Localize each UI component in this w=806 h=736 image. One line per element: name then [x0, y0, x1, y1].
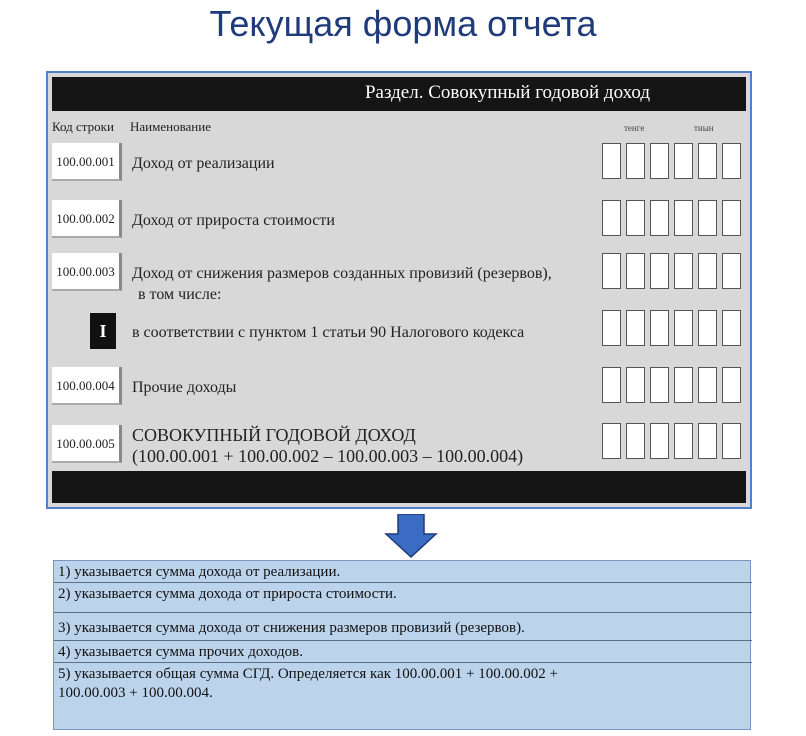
row-amount-cells[interactable] [602, 310, 741, 346]
page-title: Текущая форма отчета [209, 3, 597, 44]
row-label-line: в том числе: [138, 286, 222, 303]
row-label-line: (100.00.001 + 100.00.002 – 100.00.003 – 100.00.004) [132, 446, 524, 466]
note-text: 2) указывается сумма дохода от прироста стоимости. [58, 586, 397, 602]
column-header-rub: тенге [624, 123, 645, 133]
down-arrow-icon [384, 514, 438, 558]
row-label-line: СОВОКУПНЫЙ ГОДОВОЙ ДОХОД [132, 425, 416, 445]
section-title: Раздел. Совокупный годовой доход [364, 82, 650, 103]
note-row [54, 561, 752, 583]
row-code-100-00-003: 100.00.003 [52, 253, 122, 291]
row-label-line: Доход от снижения размеров созданных провизий (резервов), [132, 265, 552, 282]
note-row [54, 663, 752, 729]
row-amount-cells[interactable] [602, 143, 741, 179]
row-code-100-00-005: 100.00.005 [52, 425, 122, 463]
row-amount-cells[interactable] [602, 423, 741, 459]
row-label-total-annual-income [132, 425, 523, 467]
column-header-name: Наименование [130, 119, 211, 134]
row-amount-cells[interactable] [602, 200, 741, 236]
note-text: 100.00.003 + 100.00.004. [58, 685, 213, 701]
note-text: 1) указывается сумма дохода от реализации. [58, 564, 341, 580]
row-label-tax-code-article: в соответствии с пунктом 1 статьи 90 Налогового кодекса [132, 324, 525, 341]
form-header-bar [52, 77, 746, 111]
note-text: 4) указывается сумма прочих доходов. [58, 644, 303, 660]
row-code-100-00-002: 100.00.002 [52, 200, 122, 238]
row-code-i: I [90, 313, 116, 349]
row-code-100-00-001: 100.00.001 [52, 143, 122, 181]
column-header-code: Код строки [52, 119, 114, 134]
row-code-100-00-004: 100.00.004 [52, 367, 122, 405]
notes-table [53, 560, 751, 730]
note-row [54, 613, 752, 641]
row-label-other-income: Прочие доходы [132, 379, 237, 396]
column-header-kop: тиын [694, 123, 714, 133]
row-label-provision-reduction [132, 263, 552, 305]
row-label-value-growth: Доход от прироста стоимости [132, 212, 335, 229]
row-amount-cells[interactable] [602, 253, 741, 289]
note-row [54, 641, 752, 663]
note-row [54, 583, 752, 613]
note-text: 5) указывается общая сумма СГД. Определяется как 100.00.001 + 100.00.002 + [58, 666, 558, 682]
note-text: 3) указывается сумма дохода от снижения размеров провизий (резервов). [58, 620, 525, 636]
report-form [46, 71, 752, 509]
row-amount-cells[interactable] [602, 367, 741, 403]
row-label-revenue: Доход от реализации [132, 155, 275, 172]
form-footer-bar [52, 471, 746, 503]
